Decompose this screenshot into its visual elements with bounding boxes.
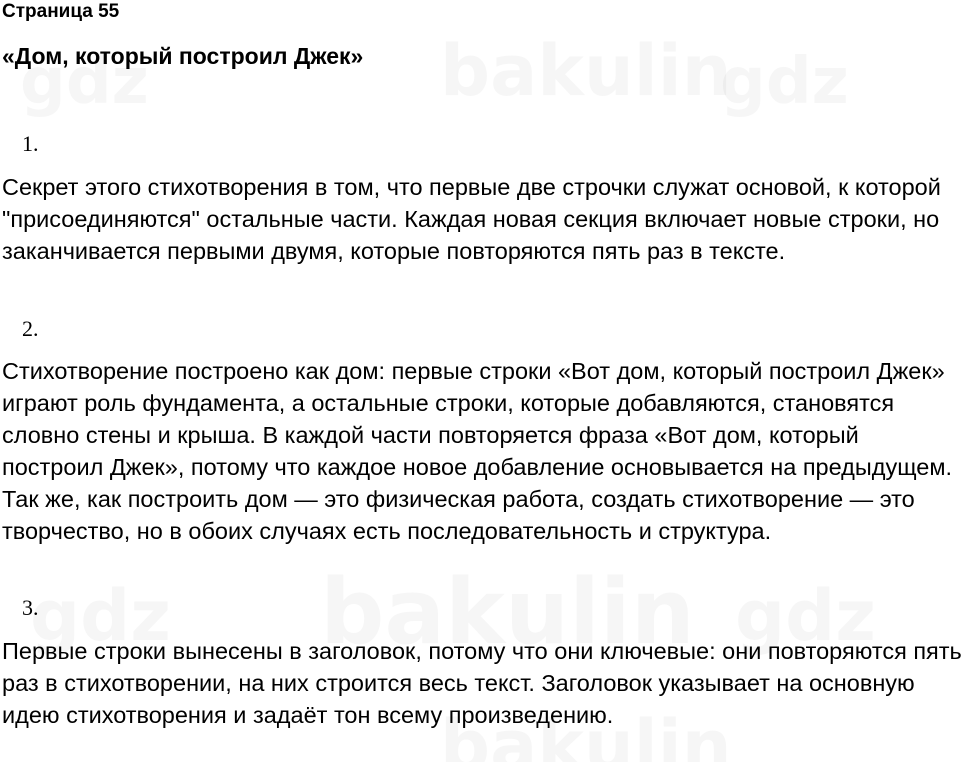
page-label: Страница 55 — [2, 1, 120, 22]
section-number: 2. — [22, 316, 39, 341]
watermark-gdz — [720, 45, 849, 119]
watermark-bakulin — [440, 30, 732, 112]
section-text: Первые строки вынесены в заголовок, потому что они ключевые: они повторяются пять раз в стихотворении, на них строится весь текст. Заголовок указывает на основную идею стихотворения и задаёт тон всему произведению. — [2, 638, 962, 728]
section-number: 3. — [22, 595, 39, 620]
page-title: «Дом, который построил Джек» — [2, 43, 364, 69]
section-number: 1. — [22, 131, 39, 156]
section-text: Секрет этого стихотворения в том, что первые две строчки служат основой, к которой "присоединяются" остальные части. Каждая новая секция включает новые строки, но заканчивается первыми двумя, которые повторяются пять раз в тексте. — [2, 174, 941, 264]
section-text: Стихотворение построено как дом: первые строки «Вот дом, который построил Джек» играют роль фундамента, а остальные строки, которые добавляются, становятся словно стены и крыша. В каждой части повторяется фраза «Вот дом, который построил Джек», потому что каждое новое добавление основывается на предыдущем. Так же, как построить дом — это физическая работа, создать стихотворение — это творчество, но в обоих случаях есть последовательность и структура. — [2, 358, 953, 544]
